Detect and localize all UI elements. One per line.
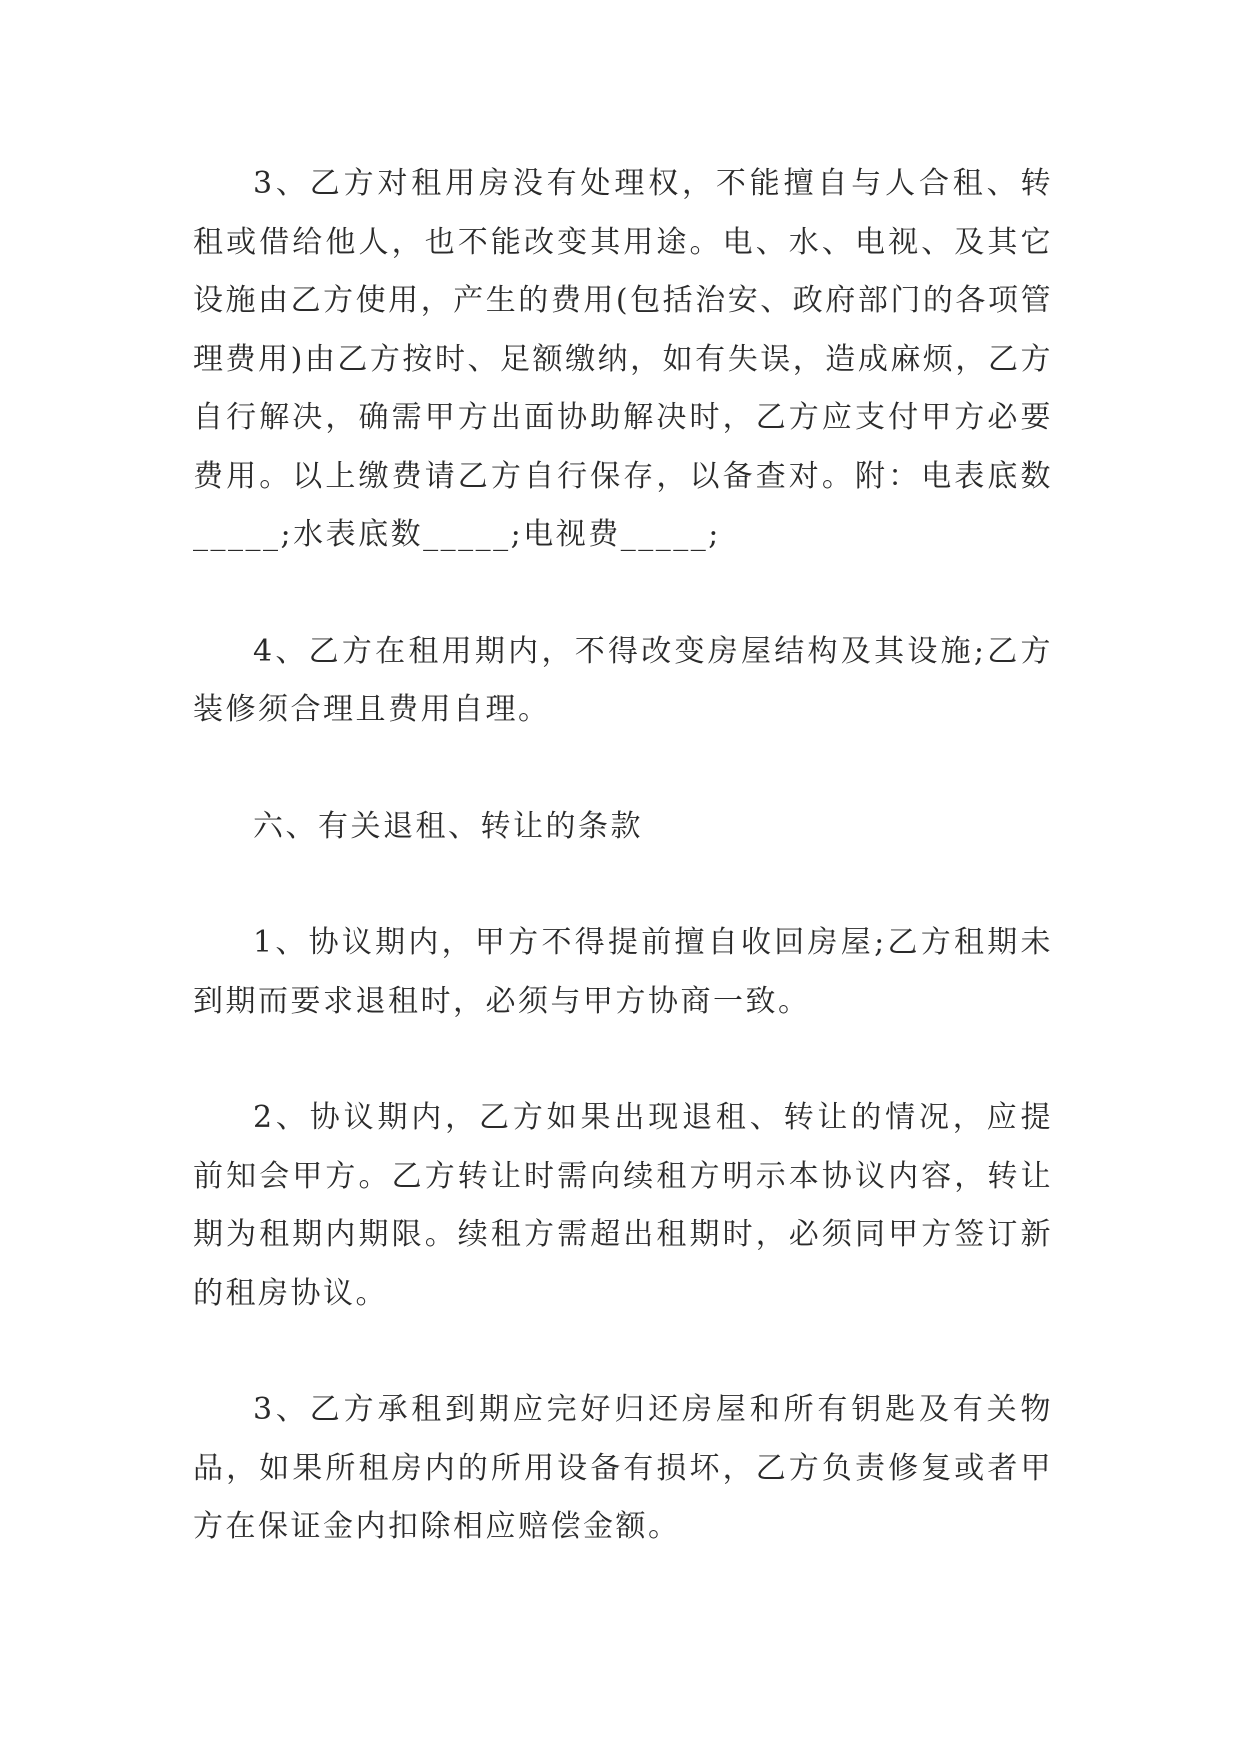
section-6-heading: 六、有关退租、转让的条款 (253, 808, 643, 844)
clause-5-3-paragraph: 3、乙方对租用房没有处理权，不能擅自与人合租、转租或借给他人，也不能改变其用途。电、水、电视、及其它设施由乙方使用，产生的费用(包括治安、政府部门的各项管理费用)由乙方按时、足额缴纳，如有失误，造成麻烦，乙方自行解决，确需甲方出面协助解决时，乙方应支付甲方必要费用。以上缴费请乙方自行保存，以备查对。附：电表底数_____;水表底数_____;电视费_____; (193, 166, 1053, 552)
clause-6-3-paragraph: 3、乙方承租到期应完好归还房屋和所有钥匙及有关物品，如果所租房内的所用设备有损坏，乙方负责修复或者甲方在保证金内扣除相应赔偿金额。 (193, 1392, 1053, 1544)
document-body (193, 155, 1053, 1615)
clause-5-4-paragraph: 4、乙方在租用期内，不得改变房屋结构及其设施;乙方装修须合理且费用自理。 (193, 633, 1053, 727)
clause-6-2-paragraph: 2、协议期内，乙方如果出现退租、转让的情况，应提前知会甲方。乙方转让时需向续租方明示本协议内容，转让期为租期内期限。续租方需超出租期时，必须同甲方签订新的租房协议。 (193, 1100, 1053, 1311)
clause-6-1-paragraph: 1、协议期内，甲方不得提前擅自收回房屋;乙方租期未到期而要求退租时，必须与甲方协商一致。 (193, 925, 1053, 1019)
